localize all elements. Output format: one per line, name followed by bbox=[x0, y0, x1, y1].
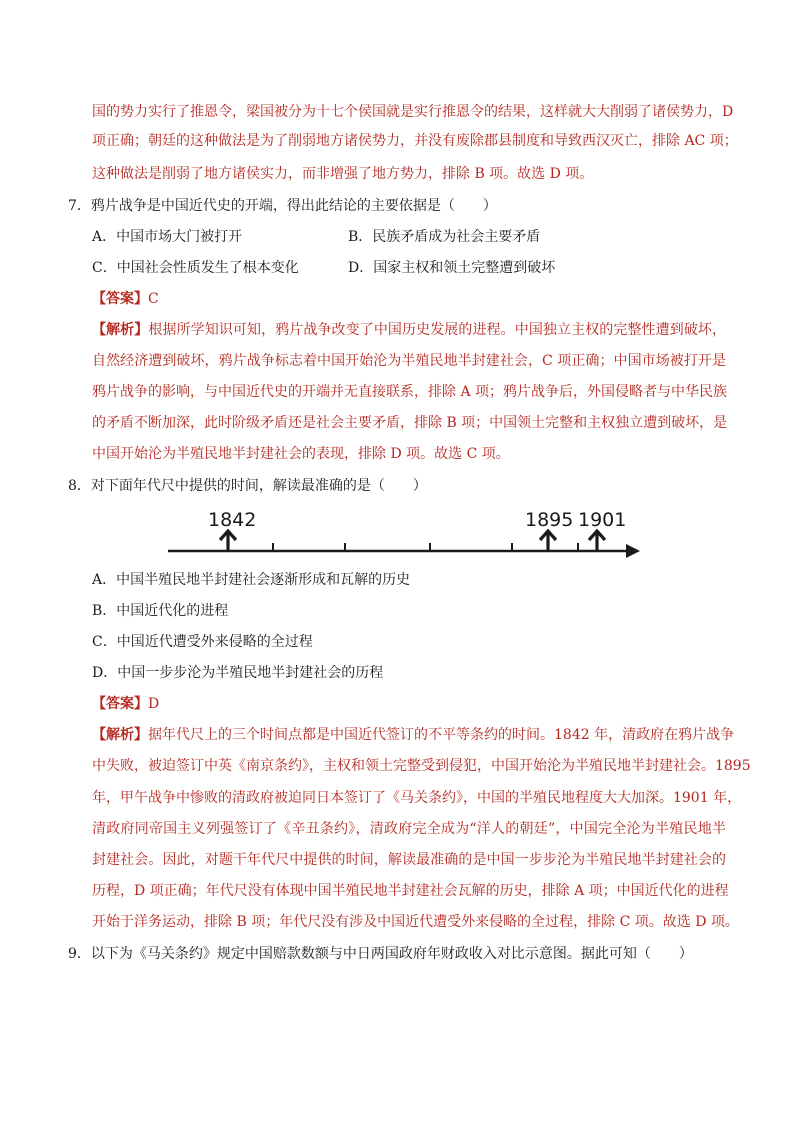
timeline-marker-1901 bbox=[578, 509, 626, 551]
q7-analysis-line-2: 自然经济遭到破坏，鸦片战争标志着中国开始沦为半殖民地半封建社会，C 项正确；中国市场被打开是 bbox=[92, 353, 726, 369]
timeline-label-1901: 1901 bbox=[578, 509, 627, 531]
timeline-label-1842: 1842 bbox=[208, 509, 257, 531]
q7-answer bbox=[92, 285, 159, 313]
q7-analysis-line-1 bbox=[92, 316, 726, 344]
answer-value: C bbox=[148, 291, 159, 307]
q8-option-d: D．中国一步步沦为半殖民地半封建社会的历程 bbox=[92, 665, 384, 681]
timeline-marker-1842 bbox=[208, 509, 256, 551]
q8-analysis-line-6: 历程，D 项正确；年代尺没有体现中国半殖民地半封建社会瓦解的历史，排除 A 项；中国近代化的进程 bbox=[92, 883, 729, 899]
q8-analysis-line-1 bbox=[92, 721, 735, 749]
q7-analysis-line-3: 鸦片战争的影响，与中国近代史的开端并无直接联系，排除 A 项；鸦片战争后，外国侵略者与中华民族 bbox=[92, 384, 728, 400]
timeline-label-1895: 1895 bbox=[525, 509, 574, 531]
question-8-stem: 8．对下面年代尺中提供的时间，解读最准确的是（ ） bbox=[68, 478, 427, 494]
answer-value: D bbox=[148, 696, 160, 712]
q8-analysis-line-5: 封建社会。因此，对题干年代尺中提供的时间，解读最准确的是中国一步步沦为半殖民地半封建社会的 bbox=[92, 852, 726, 868]
prev-analysis-line-1: 国的势力实行了推恩令，梁国被分为十七个侯国就是实行推恩令的结果，这样就大大削弱了诸侯势力，D bbox=[92, 104, 734, 120]
q8-analysis-line-4: 清政府同帝国主义列强签订了《辛丑条约》，清政府完全成为“洋人的朝廷”，中国完全沦为半殖民地半 bbox=[92, 821, 726, 837]
q7-analysis-text: 根据所学知识可知，鸦片战争改变了中国历史发展的进程。中国独立主权的完整性遭到破坏， bbox=[148, 322, 727, 338]
timeline-ruler bbox=[160, 504, 650, 564]
q7-analysis-line-4: 的矛盾不断加深，此时阶级矛盾还是社会主要矛盾，排除 B 项；中国领土完整和主权独立遭到破坏，是 bbox=[92, 415, 728, 431]
analysis-tag: 【解析】 bbox=[92, 727, 148, 743]
timeline-arrowhead bbox=[626, 544, 640, 558]
q7-option-d: D．国家主权和领土完整遭到破坏 bbox=[348, 260, 556, 276]
prev-analysis-line-2: 项正确；朝廷的这种做法是为了削弱地方诸侯势力，并没有废除郡县制度和导致西汉灭亡，排除 AC 项； bbox=[92, 133, 738, 149]
q8-analysis-line-3: 年，甲午战争中惨败的清政府被迫同日本签订了《马关条约》，中国的半殖民地程度大大加深。1901 年， bbox=[92, 790, 742, 806]
q7-option-b: B．民族矛盾成为社会主要矛盾 bbox=[348, 229, 541, 245]
analysis-tag: 【解析】 bbox=[92, 322, 149, 338]
timeline-marker-1895 bbox=[525, 509, 573, 551]
q8-analysis-text: 据年代尺上的三个时间点都是中国近代签订的不平等条约的时间。1842 年，清政府在鸦片战争 bbox=[148, 727, 735, 743]
answer-tag: 【答案】 bbox=[92, 291, 148, 307]
q8-option-a: A．中国半殖民地半封建社会逐渐形成和瓦解的历史 bbox=[92, 572, 411, 588]
answer-tag: 【答案】 bbox=[92, 696, 148, 712]
q8-answer bbox=[92, 690, 159, 718]
q8-option-b: B．中国近代化的进程 bbox=[92, 603, 229, 619]
q7-analysis-line-5: 中国开始沦为半殖民地半封建社会的表现，排除 D 项。故选 C 项。 bbox=[92, 446, 510, 462]
q8-analysis-line-2: 中失败，被迫签订中英《南京条约》，主权和领土完整受到侵犯，中国开始沦为半殖民地半封建社会。1895 bbox=[92, 758, 751, 774]
question-9-stem: 9．以下为《马关条约》规定中国赔款数额与中日两国政府年财政收入对比示意图。据此可知（ ） bbox=[68, 946, 693, 962]
q7-option-c: C．中国社会性质发生了根本变化 bbox=[92, 260, 299, 276]
question-7-stem: 7．鸦片战争是中国近代史的开端，得出此结论的主要依据是（ ） bbox=[68, 198, 497, 214]
q7-option-a: A．中国市场大门被打开 bbox=[92, 229, 243, 245]
q8-analysis-line-7: 开始于洋务运动，排除 B 项；年代尺没有涉及中国近代遭受外来侵略的全过程，排除 C 项。故选 D 项。 bbox=[92, 914, 739, 930]
q8-option-c: C．中国近代遭受外来侵略的全过程 bbox=[92, 634, 313, 650]
prev-analysis-line-3: 这种做法是削弱了地方诸侯实力，而非增强了地方势力，排除 B 项。故选 D 项。 bbox=[92, 166, 594, 182]
